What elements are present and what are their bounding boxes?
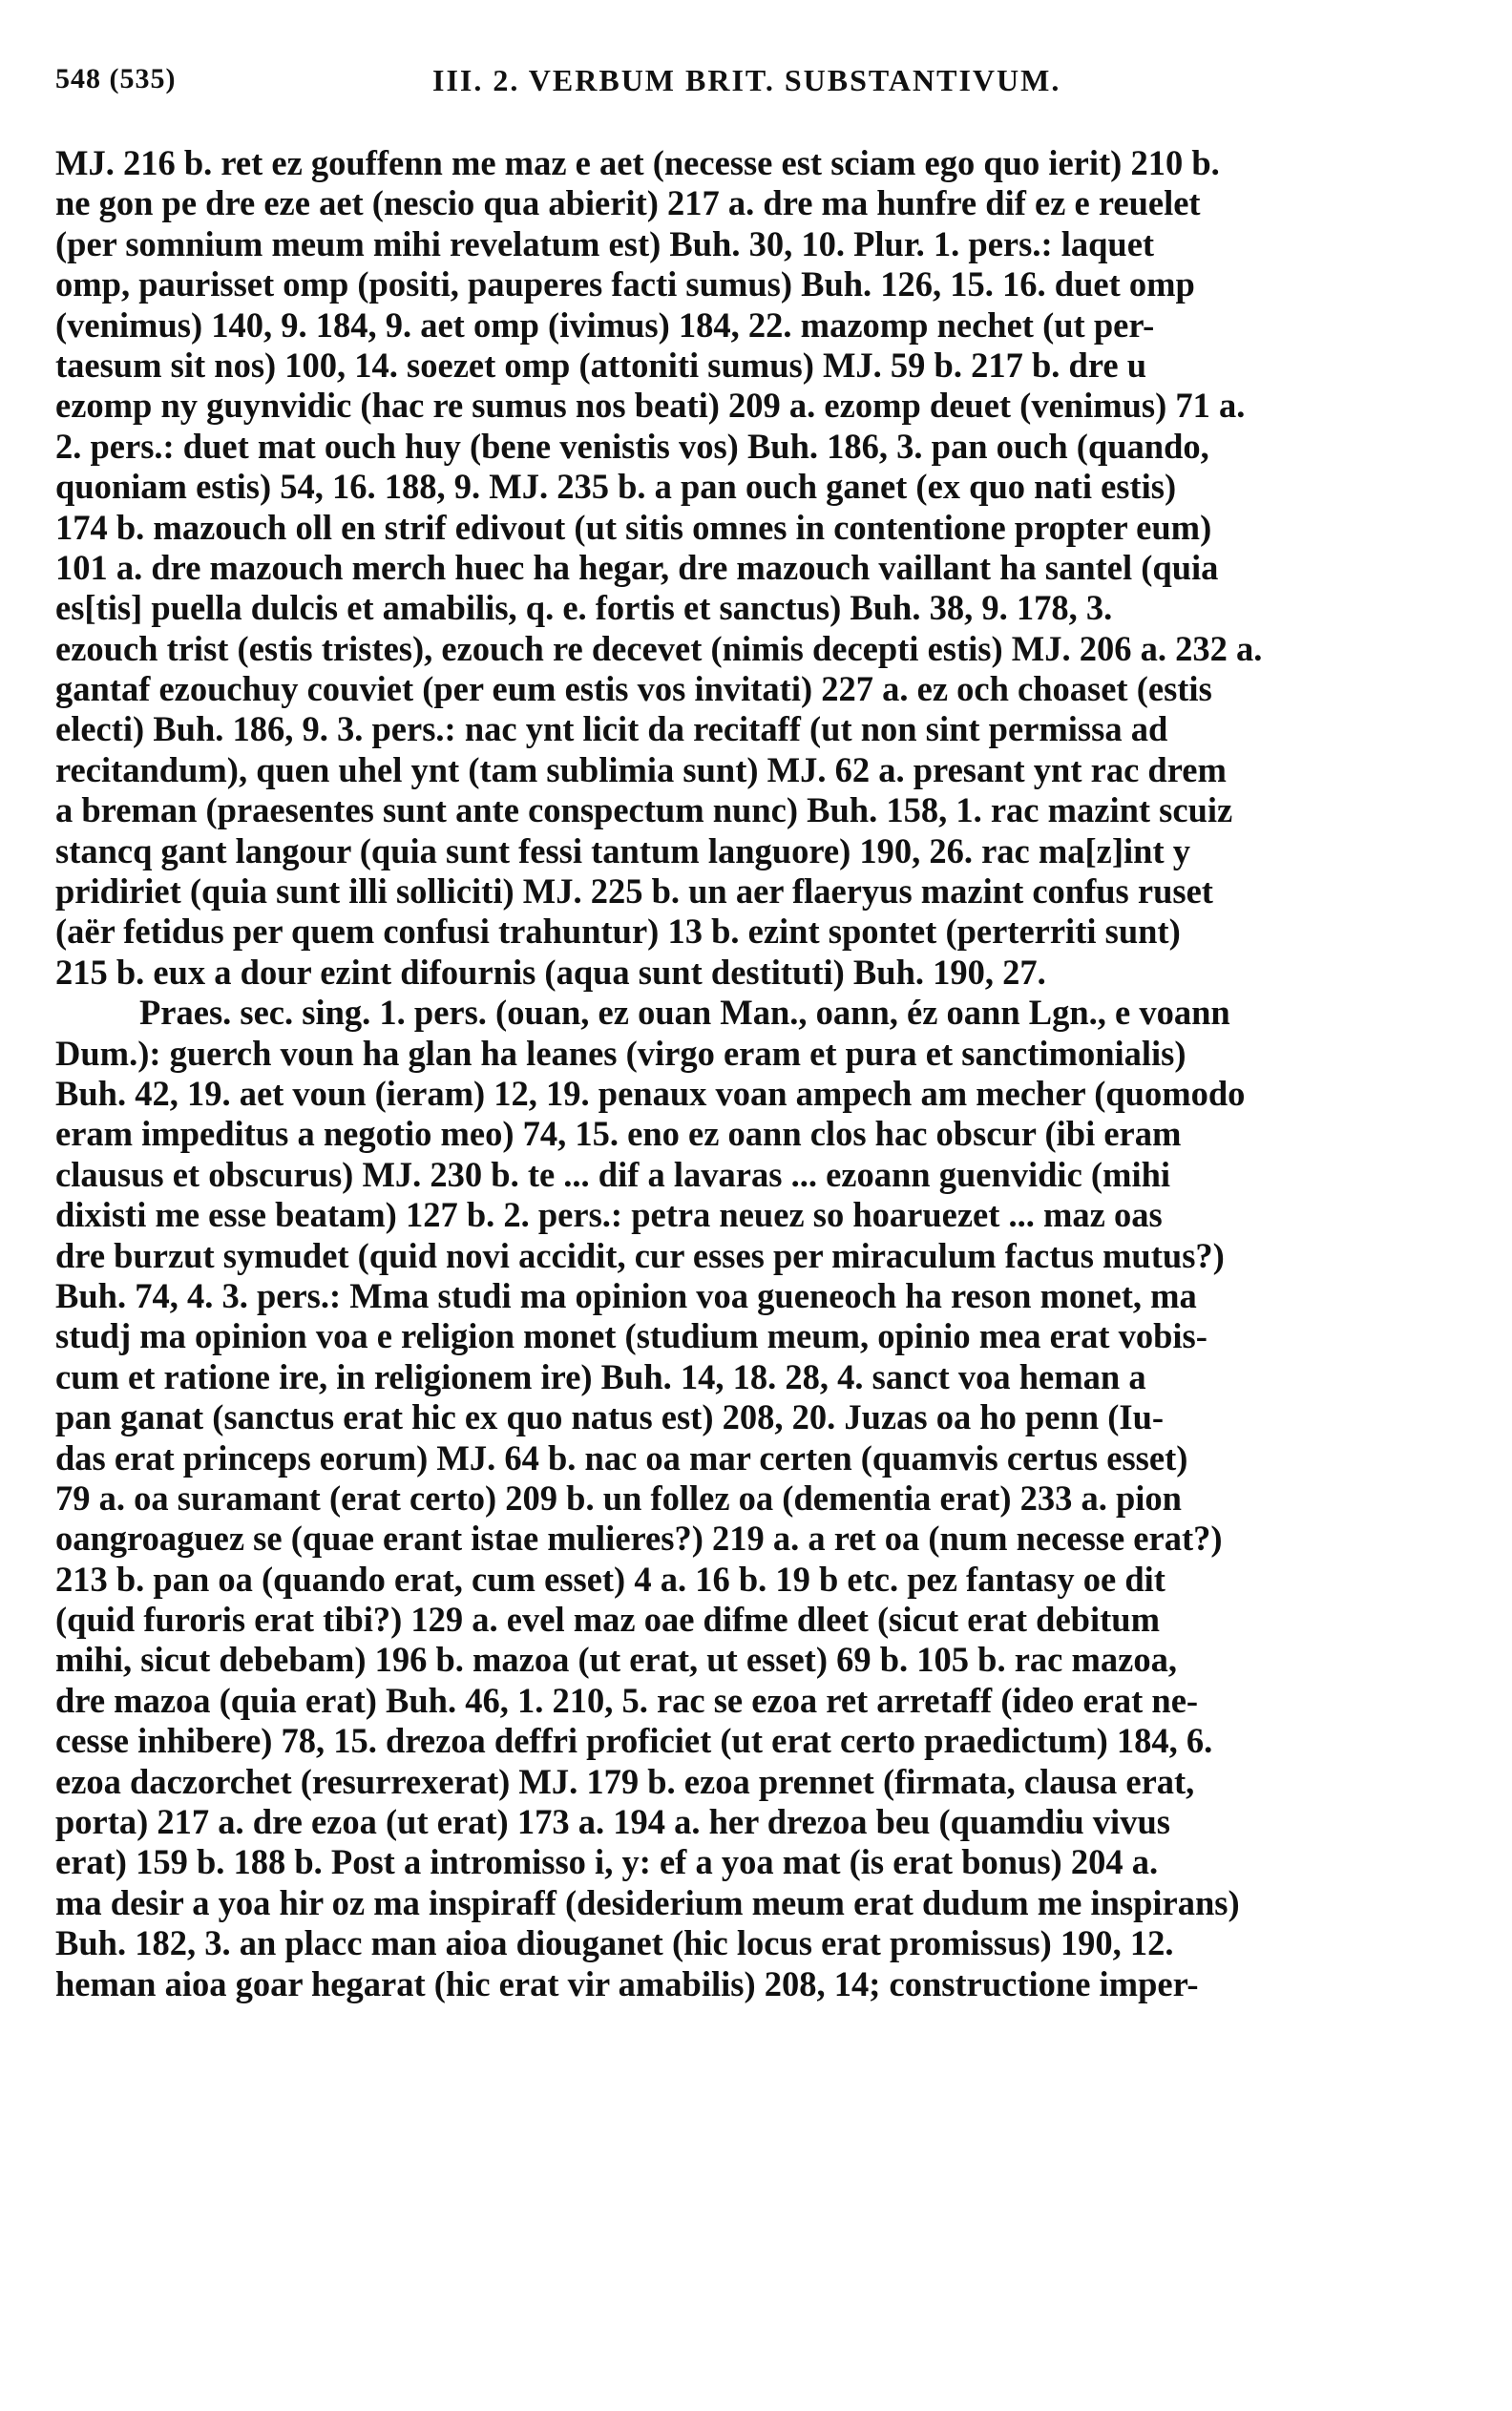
text-line: pridiriet (quia sunt illi solliciti) MJ. 225 b. un aer flaeryus mazint confus ruset — [55, 871, 1213, 912]
text-line: pan ganat (sanctus erat hic ex quo natus est) 208, 20. Juzas oa ho penn (Iu- — [55, 1397, 1165, 1437]
text-line: Buh. 42, 19. aet voun (ieram) 12, 19. penaux voan ampech am mecher (quomodo — [55, 1073, 1246, 1113]
text-line: 2. pers.: duet mat ouch huy (bene venistis vos) Buh. 186, 3. pan ouch (quando, — [55, 426, 1209, 466]
text-line: 174 b. mazouch oll en strif edivout (ut sitis omnes in contentione propter eum) — [55, 507, 1212, 547]
main-text — [55, 143, 1478, 2004]
text-line: porta) 217 a. dre ezoa (ut erat) 173 a. 194 a. her drezoa beu (quamdiu vivus — [55, 1802, 1170, 1842]
text-line: omp, paurisset omp (positi, pauperes facti sumus) Buh. 126, 15. 16. duet omp — [55, 264, 1195, 304]
text-line: 215 b. eux a dour ezint difournis (aqua sunt destituti) Buh. 190, 27. — [55, 952, 1046, 992]
text-line: ezomp ny guynvidic (hac re sumus nos beati) 209 a. ezomp deuet (venimus) 71 a. — [55, 386, 1246, 426]
text-line: studj ma opinion voa e religion monet (studium meum, opinio mea erat vobis- — [55, 1316, 1208, 1356]
text-line: a breman (praesentes sunt ante conspectum nunc) Buh. 158, 1. rac mazint scuiz — [55, 790, 1233, 830]
text-line: Buh. 74, 4. 3. pers.: Mma studi ma opinion voa gueneoch ha reson monet, ma — [55, 1275, 1197, 1315]
text-line: stancq gant langour (quia sunt fessi tantum languore) 190, 26. rac ma[z]int y — [55, 830, 1191, 870]
text-line: heman aioa goar hegarat (hic erat vir amabilis) 208, 14; constructione imper- — [55, 1963, 1199, 2003]
text-line: quoniam estis) 54, 16. 188, 9. MJ. 235 b. a pan ouch ganet (ex quo nati estis) — [55, 467, 1177, 507]
text-line: Buh. 182, 3. an placc man aioa diouganet (hic locus erat promissus) 190, 12. — [55, 1923, 1174, 1963]
text-line: erat) 159 b. 188 b. Post a intromisso i, y: ef a yoa mat (is erat bonus) 204 a. — [55, 1842, 1159, 1882]
text-line: (aër fetidus per quem confusi trahuntur) 13 b. ezint spontet (perterriti sunt) — [55, 912, 1181, 952]
text-line: dixisti me esse beatam) 127 b. 2. pers.: petra neuez so hoaruezet ... maz oas — [55, 1195, 1163, 1235]
text-line: gantaf ezouchuy couviet (per eum estis vos invitati) 227 a. ez och choaset (estis — [55, 669, 1212, 709]
text-line: dre mazoa (quia erat) Buh. 46, 1. 210, 5. rac se ezoa ret arretaff (ideo erat ne- — [55, 1680, 1199, 1720]
text-line: Dum.): guerch voun ha glan ha leanes (virgo eram et pura et sanctimonialis) — [55, 1033, 1186, 1073]
text-line: (venimus) 140, 9. 184, 9. aet omp (ivimus) 184, 22. mazomp nechet (ut per- — [55, 304, 1155, 345]
text-line: ma desir a yoa hir oz ma inspiraff (desiderium meum erat dudum me inspirans) — [55, 1882, 1240, 1922]
text-line: 79 a. oa suramant (erat certo) 209 b. un follez oa (dementia erat) 233 a. pion — [55, 1478, 1182, 1518]
text-line: clausus et obscurus) MJ. 230 b. te ... dif a lavaras ... ezoann guenvidic (mihi — [55, 1154, 1171, 1194]
text-line: das erat princeps eorum) MJ. 64 b. nac oa mar certen (quamvis certus esset) — [55, 1437, 1188, 1478]
text-line: cesse inhibere) 78, 15. drezoa deffri proficiet (ut erat certo praedictum) 184, 6. — [55, 1721, 1213, 1761]
running-title: III. 2. VERBUM BRIT. SUBSTANTIVUM. — [432, 63, 1061, 97]
text-line: (quid furoris erat tibi?) 129 a. evel maz oae difme dleet (sicut erat debitum — [55, 1600, 1160, 1640]
text-line: eram impeditus a negotio meo) 74, 15. eno ez oann clos hac obscur (ibi eram — [55, 1114, 1182, 1154]
text-line: oangroaguez se (quae erant istae mulieres?) 219 a. a ret oa (num necesse erat?) — [55, 1519, 1223, 1559]
paragraph-start-line: Praes. sec. sing. 1. pers. (ouan, ez ouan Man., oann, éz oann Lgn., e voann — [139, 993, 1230, 1033]
text-line: recitandum), quen uhel ynt (tam sublimia sunt) MJ. 62 a. presant ynt rac drem — [55, 749, 1227, 789]
text-line: mihi, sicut debebam) 196 b. mazoa (ut erat, ut esset) 69 b. 105 b. rac mazoa, — [55, 1640, 1177, 1680]
text-line: 101 a. dre mazouch merch huec ha hegar, dre mazouch vaillant ha santel (quia — [55, 547, 1219, 587]
text-line: MJ. 216 b. ret ez gouffenn me maz e aet (necesse est sciam ego quo ierit) 210 b. — [55, 143, 1220, 182]
text-line: electi) Buh. 186, 9. 3. pers.: nac ynt licit da recitaff (ut non sint permissa ad — [55, 709, 1168, 749]
text-line: cum et ratione ire, in religionem ire) Buh. 14, 18. 28, 4. sanct voa heman a — [55, 1356, 1146, 1396]
page-header — [55, 55, 1478, 101]
text-line: ezouch trist (estis tristes), ezouch re decevet (nimis decepti estis) MJ. 206 a. 232 a. — [55, 628, 1263, 668]
text-line: ne gon pe dre eze aet (nescio qua abierit) 217 a. dre ma hunfre dif ez e reuelet — [55, 183, 1201, 223]
text-line: dre burzut symudet (quid novi accidit, cur esses per miraculum factus mutus?) — [55, 1235, 1225, 1275]
text-line: (per somnium meum mihi revelatum est) Buh. 30, 10. Plur. 1. pers.: laquet — [55, 223, 1155, 263]
text-line: taesum sit nos) 100, 14. soezet omp (attoniti sumus) MJ. 59 b. 217 b. dre u — [55, 345, 1146, 385]
page-number: 548 (535) — [55, 63, 177, 94]
text-line: 213 b. pan oa (quando erat, cum esset) 4 a. 16 b. 19 b etc. pez fantasy oe dit — [55, 1559, 1166, 1599]
text-line: ezoa daczorchet (resurrexerat) MJ. 179 b. ezoa prennet (firmata, clausa erat, — [55, 1761, 1195, 1801]
text-line: es[tis] puella dulcis et amabilis, q. e. fortis et sanctus) Buh. 38, 9. 178, 3. — [55, 588, 1113, 628]
